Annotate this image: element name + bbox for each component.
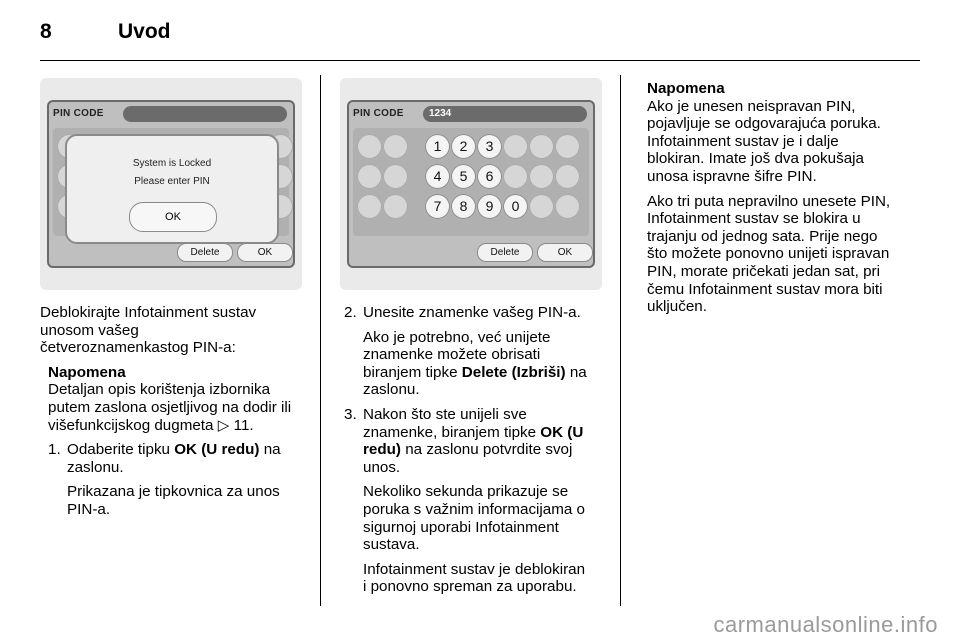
- step-line: redu) na zaslonu potvrdite svoj: [363, 441, 573, 459]
- step-sub-line: Ako je potrebno, već unijete: [363, 328, 551, 346]
- locked-dialog: [65, 134, 279, 244]
- step-sub-line: zaslonu.: [363, 381, 420, 399]
- key-1[interactable]: 1: [425, 134, 450, 159]
- step-sub-line: poruka s važnim informacijama o: [363, 500, 585, 518]
- step-line: Odaberite tipku OK (U redu) na: [67, 441, 281, 459]
- key-2[interactable]: 2: [451, 134, 476, 159]
- step-sub-line: Infotainment sustav je deblokiran: [363, 560, 586, 578]
- intro-line: Deblokirajte Infotainment sustav: [40, 304, 257, 321]
- column-divider-left: [320, 75, 321, 606]
- arrow-reference-icon: ▷: [217, 416, 230, 434]
- key-9[interactable]: 9: [477, 194, 502, 219]
- dialog-line-2: Please enter PIN: [134, 176, 210, 187]
- note-line: uključen.: [647, 298, 707, 316]
- intro-line: četveroznamenkastog PIN-a:: [40, 339, 236, 357]
- note-line: Ako tri puta nepravilno unesete PIN,: [647, 192, 891, 210]
- step-sub-line: i ponovno spreman za uporabu.: [363, 578, 577, 596]
- step-sub-line: sustava.: [363, 536, 420, 554]
- pin-code-label: PIN CODE: [53, 108, 104, 119]
- step-number: 1.: [48, 441, 61, 459]
- pin-code-label: PIN CODE: [353, 108, 404, 119]
- key-0[interactable]: 0: [503, 194, 528, 219]
- key-7[interactable]: 7: [425, 194, 450, 219]
- page-title: Uvod: [118, 20, 171, 43]
- note-line: unosa ispravne šifre PIN.: [647, 167, 817, 185]
- step-number: 2.: [344, 304, 357, 321]
- delete-button[interactable]: Delete: [177, 243, 233, 262]
- note-line: PIN, morate pričekati jedan sat, pri: [647, 262, 880, 280]
- note-line: blokiran. Imate još dva pokušaja: [647, 150, 864, 168]
- step-sub-line: znamenke možete obrisati: [363, 346, 541, 364]
- step-sub-line: Prikazana je tipkovnica za unos: [67, 483, 280, 501]
- note-line: čemu Infotainment sustav mora biti: [647, 280, 883, 298]
- note-block: [40, 364, 310, 434]
- page-reference: 11.: [233, 416, 254, 434]
- column-2-text: [344, 304, 612, 596]
- note-title: Napomena: [647, 80, 725, 97]
- note-line: Ako je unesen neispravan PIN,: [647, 97, 856, 115]
- step-sub-line: sigurnoj uporabi Infotainment: [363, 518, 559, 536]
- keypad-screen-frame: [347, 100, 595, 268]
- key-6[interactable]: 6: [477, 164, 502, 189]
- note-line: pojavljuje se odgovarajuća poruka.: [647, 115, 881, 133]
- note-line: Infotainment sustav se blokira u: [647, 210, 861, 228]
- note-line: višefunkcijskog dugmeta ▷ 11.: [48, 416, 254, 434]
- delete-button[interactable]: Delete: [477, 243, 533, 262]
- step-2: [344, 304, 612, 399]
- step-sub-line: Nekoliko sekunda prikazuje se: [363, 483, 569, 501]
- ok-button[interactable]: OK: [237, 243, 293, 262]
- step-line: zaslonu.: [67, 458, 124, 476]
- column-1-text: [40, 304, 310, 519]
- step-line: Nakon što ste unijeli sve: [363, 405, 527, 423]
- intro-line: unosom vašeg: [40, 321, 139, 339]
- dialog-ok-button[interactable]: OK: [129, 202, 217, 232]
- note-line: putem zaslona osjetljivog na dodir ili: [48, 398, 292, 416]
- watermark: carmanualsonline.info: [713, 612, 938, 637]
- pin-entry-bar: [123, 106, 287, 122]
- locked-screen-illustration: [40, 78, 302, 290]
- note-line: što možete ponovno unijeti ispravan: [647, 245, 890, 263]
- column-3-text: [647, 80, 927, 316]
- key-5[interactable]: 5: [451, 164, 476, 189]
- step-line: znamenke, biranjem tipke OK (U: [363, 423, 584, 441]
- page-number: 8: [40, 20, 52, 43]
- step-number: 3.: [344, 405, 357, 423]
- pin-entry-bar: [423, 106, 587, 122]
- note-title: Napomena: [48, 363, 126, 381]
- step-1: [40, 441, 310, 518]
- note-line: trajanju od jednog sata. Prije nego: [647, 227, 878, 245]
- keypad-screen-illustration: [340, 78, 602, 290]
- column-divider-right: [620, 75, 621, 606]
- locked-screen-frame: [47, 100, 295, 268]
- dialog-line-1: System is Locked: [132, 158, 212, 169]
- step-sub-line: PIN-a.: [67, 500, 111, 518]
- key-3[interactable]: 3: [477, 134, 502, 159]
- pin-entered-value: 1234: [429, 108, 452, 119]
- key-8[interactable]: 8: [451, 194, 476, 219]
- ok-button[interactable]: OK: [537, 243, 593, 262]
- note-line: Detaljan opis korištenja izbornika: [48, 381, 271, 399]
- keypad-background: [353, 128, 589, 236]
- note-line: Infotainment sustav je i dalje: [647, 132, 839, 150]
- header-divider: [40, 60, 920, 61]
- step-line: unos.: [363, 458, 401, 476]
- key-4[interactable]: 4: [425, 164, 450, 189]
- step-line: Unesite znamenke vašeg PIN-a.: [363, 304, 581, 321]
- step-sub-line: biranjem tipke Delete (Izbriši) na: [363, 363, 587, 381]
- step-3: [344, 406, 612, 596]
